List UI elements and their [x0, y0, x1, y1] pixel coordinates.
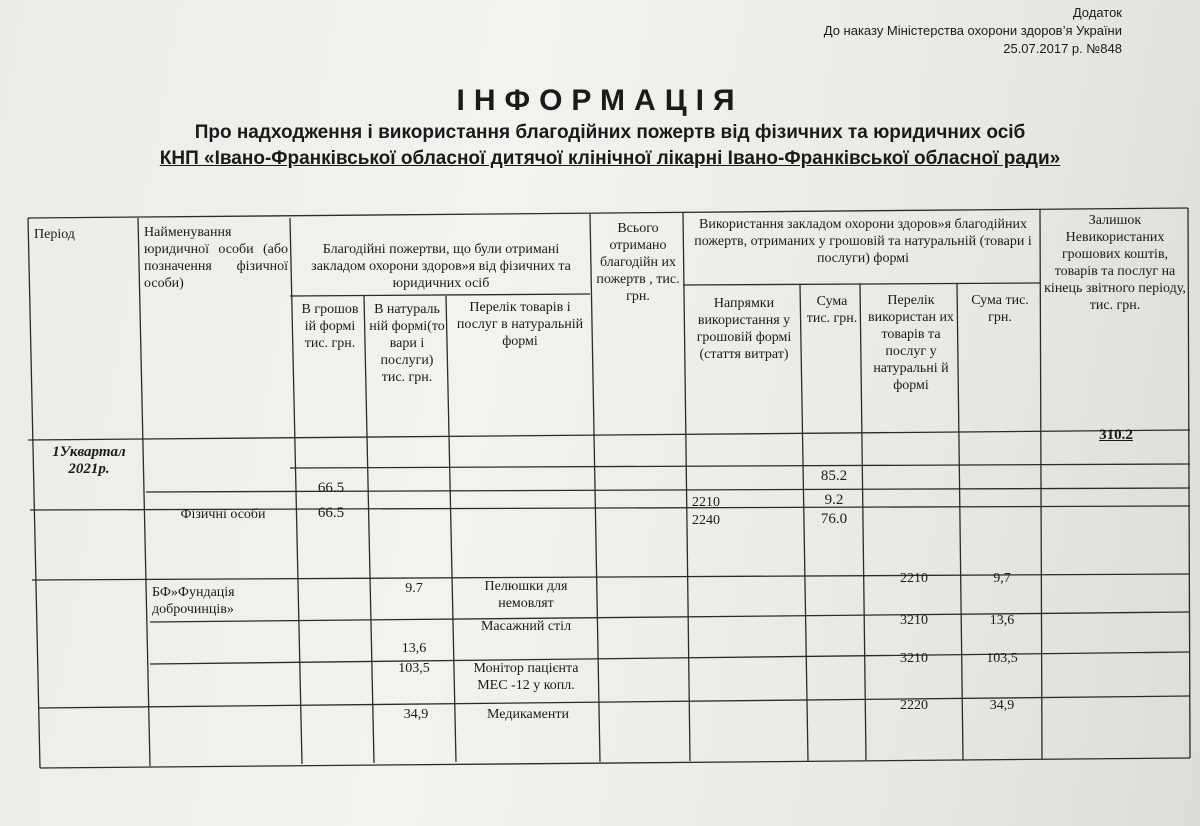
header-cash: В грошов ій формі тис. грн. [301, 302, 359, 351]
cash-total: 66.5 [317, 480, 345, 496]
row3-code: 3210 [900, 651, 928, 666]
row4-goods: Медикаменти [487, 707, 569, 722]
row2-goods: Масажний стіл [480, 619, 572, 634]
row4-sum: 34,9 [989, 698, 1015, 713]
row3-goods: Монітор пацієнта МЕС -12 у копл. [473, 661, 579, 693]
row4-kind: 34,9 [403, 707, 429, 722]
individuals-label: Фізичні особи [180, 507, 266, 522]
fund-label: БФ»Фундація доброчинців» [152, 585, 235, 617]
document-title: ІНФОРМАЦІЯ [456, 84, 744, 117]
header-balance: Залишок Невикористаних грошових коштів, товарів та послуг на кінець звітного періоду, тис. грн. [1044, 213, 1186, 313]
header-goods-list: Перелік товарів і послуг в натуральній формі [456, 300, 584, 349]
individuals-cash: 66.5 [317, 505, 345, 521]
row1-sum: 9,7 [993, 571, 1011, 586]
row3-kind: 103,5 [398, 661, 430, 676]
header-directions: Напрямки використання у грошовій формі (стаття витрат) [696, 296, 792, 362]
row1-goods: Пелюшки для немовлят [484, 579, 568, 611]
direction-2: 2240 [692, 513, 720, 528]
header-sum-1: Сума тис. грн. [806, 294, 858, 326]
row2-sum: 13,6 [989, 613, 1015, 628]
row3-sum: 103,5 [986, 651, 1018, 666]
header-donations: Благодійні пожертви, що були отримані закладом охорони здоров»я від фізичних та юридичних осіб [311, 242, 571, 291]
row2-kind: 13,6 [401, 641, 427, 656]
row1-code: 2210 [900, 571, 928, 586]
period-value: 1Уквартал 2021р. [52, 444, 126, 477]
appendix-line-3: 25.07.2017 р. №848 [1003, 41, 1122, 56]
header-total: Всього отримано благодійн их пожертв , тис. грн. [596, 221, 680, 304]
header-kind: В натураль ній формі(то вари і послуги) тис. грн. [369, 302, 445, 385]
appendix-line-2: До наказу Міністерства охорони здоров’я України [823, 23, 1122, 38]
row2-code: 3210 [900, 613, 928, 628]
sum-1a: 9.2 [824, 492, 844, 508]
header-sum-2: Сума тис. грн. [971, 293, 1029, 325]
appendix-line-1: Додаток [1072, 5, 1122, 20]
header-usage: Використання закладом охорони здоров»я благодійних пожертв, отриманих у грошовій та натуральній (товари і послуги) формі [694, 217, 1032, 266]
direction-1: 2210 [692, 495, 720, 510]
sum-1b: 76.0 [820, 511, 848, 527]
header-used-list: Перелік використан их товарів та послуг у натуральні й формі [868, 293, 954, 393]
sum-total: 85.2 [820, 468, 848, 484]
balance-value: 310.2 [1099, 427, 1133, 443]
institution-name: КНП «Івано-Франківської обласної дитячої клінічної лікарні Івано-Франківської обласної ради» [159, 148, 1061, 169]
header-period: Період [34, 227, 75, 242]
header-name: Найменування юридичної особи (або позначення фізичної особи) [144, 225, 288, 291]
row1-kind: 9.7 [405, 581, 423, 596]
document-subtitle: Про надходження і використання благодійних пожертв від фізичних та юридичних осіб [194, 122, 1026, 143]
row4-code: 2220 [900, 698, 928, 713]
